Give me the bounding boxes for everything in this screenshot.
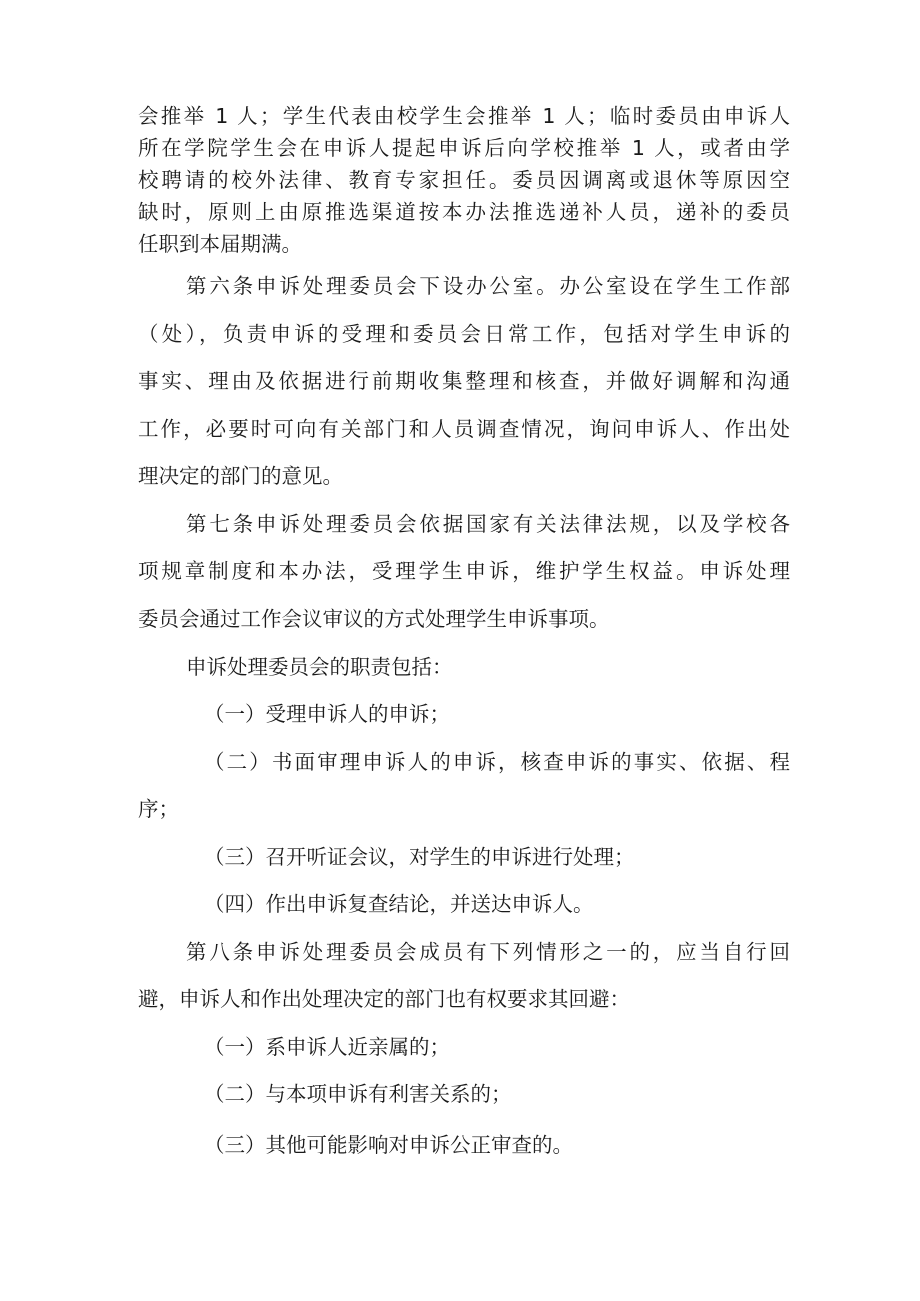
committee-members-line-4: 缺时，原则上由原推选渠道按本办法推选递补人员，递补的委员 [138,200,790,224]
article-8-line-1: 第八条申诉处理委员会成员有下列情形之一的，应当自行回 [186,940,790,964]
article-6-line-4: 工作，必要时可向有关部门和人员调查情况，询问申诉人、作出处 [138,417,790,441]
committee-members-line-1: 会推举 1 人；学生代表由校学生会推举 1 人；临时委员由申诉人 [138,104,790,128]
article-6-line-1: 第六条申诉处理委员会下设办公室。办公室设在学生工作部 [186,274,790,298]
duties-intro: 申诉处理委员会的职责包括： [186,655,453,679]
article-8-line-2: 避，申诉人和作出处理决定的部门也有权要求其回避： [138,987,630,1011]
committee-members-line-3: 校聘请的校外法律、教育专家担任。委员因调离或退休等原因空 [138,168,790,192]
recusal-item-2: （二）与本项申诉有利害关系的； [204,1082,512,1106]
article-7-line-1: 第七条申诉处理委员会依据国家有关法律法规，以及学校各 [186,512,790,536]
duty-item-2-line-2: 序； [138,797,179,821]
duty-item-1: （一）受理申诉人的申诉； [204,702,450,726]
committee-members-line-5: 任职到本届期满。 [138,232,302,256]
article-7-line-3: 委员会通过工作会议审议的方式处理学生申诉事项。 [138,607,610,631]
duty-item-3: （三）召开听证会议，对学生的申诉进行处理； [204,845,635,869]
article-6-line-2: （处），负责申诉的受理和委员会日常工作，包括对学生申诉的 [138,322,790,346]
recusal-item-1: （一）系申诉人近亲属的； [204,1035,450,1059]
article-6-line-5: 理决定的部门的意见。 [138,464,343,488]
recusal-item-3: （三）其他可能影响对申诉公正审查的。 [204,1133,573,1157]
committee-members-line-2: 所在学院学生会在申诉人提起申诉后向学校推举 1 人，或者由学 [138,136,790,160]
article-6-line-3: 事实、理由及依据进行前期收集整理和核查，并做好调解和沟通 [138,369,790,393]
duty-item-4: （四）作出申诉复查结论，并送达申诉人。 [204,892,594,916]
duty-item-2-line-1: （二）书面审理申诉人的申诉，核查申诉的事实、依据、程 [204,750,790,774]
article-7-line-2: 项规章制度和本办法，受理学生申诉，维护学生权益。申诉处理 [138,559,790,583]
